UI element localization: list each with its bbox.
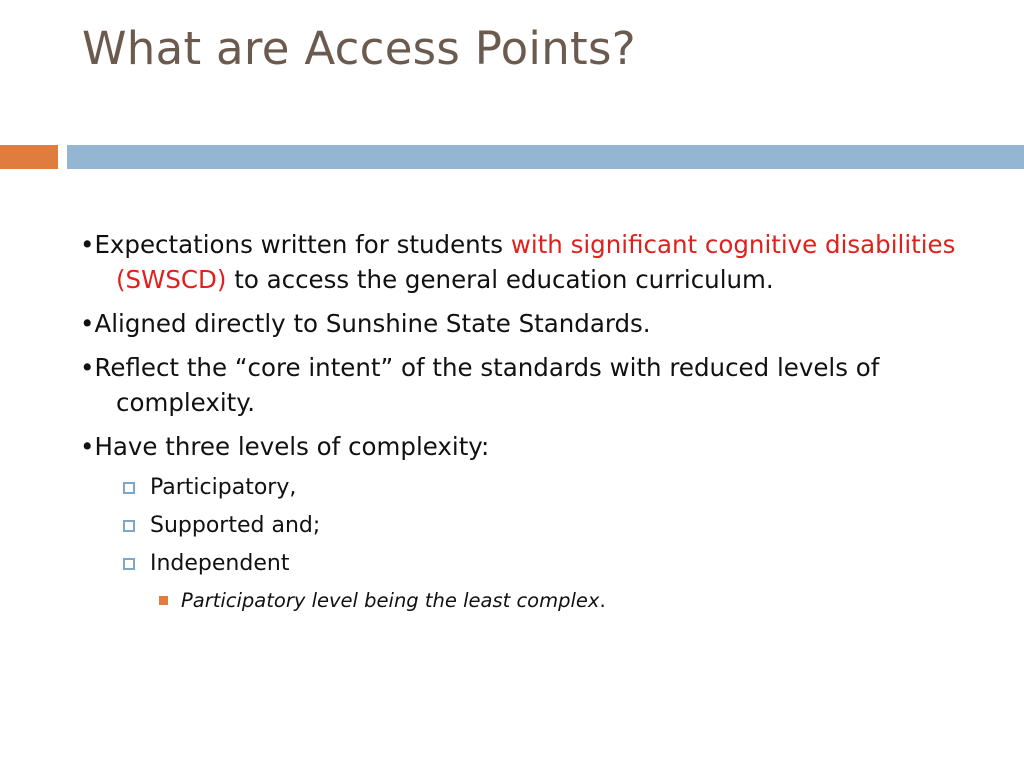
bullet-marker: • [80, 432, 95, 461]
slide-title: What are Access Points? [82, 22, 636, 75]
sub-bullet-text: Independent [150, 551, 290, 576]
hollow-square-bullet-icon [123, 558, 135, 570]
bullet-three-levels [80, 429, 970, 464]
bullet-expectations [80, 227, 970, 297]
sub-sub-bullet-least-complex [181, 587, 970, 615]
sub-bullet-participatory [150, 473, 970, 503]
accent-bar-blue [67, 145, 1024, 169]
bullet-text: Have three levels of complexity: [94, 432, 490, 461]
hollow-square-bullet-icon [123, 520, 135, 532]
bullet-marker: • [80, 309, 95, 338]
sub-bullet-text: Participatory, [150, 475, 297, 500]
slide-content [80, 227, 970, 615]
bullet-text: Expectations written for students [94, 230, 511, 259]
bullet-marker: • [80, 353, 95, 382]
accent-bar-orange [0, 145, 58, 169]
highlighted-text: with significant cognitive disabilities (SWSCD) [116, 230, 956, 294]
bullet-marker: • [80, 230, 95, 259]
sub-sub-bullet-text: Participatory level being the least complex [181, 589, 600, 612]
bullet-text-continued: to access the general education curriculum. [226, 265, 774, 294]
bullet-aligned [80, 306, 970, 341]
sub-sub-bullet-suffix: . [599, 589, 606, 612]
filled-square-bullet-icon [159, 596, 168, 605]
sub-bullet-text: Supported and; [150, 513, 321, 538]
bullet-text: Reflect the “core intent” of the standards with reduced levels of complexity. [94, 353, 880, 417]
bullet-reflect [80, 350, 970, 420]
bullet-text: Aligned directly to Sunshine State Standards. [94, 309, 651, 338]
hollow-square-bullet-icon [123, 482, 135, 494]
sub-bullet-supported [150, 511, 970, 541]
sub-bullet-independent [150, 549, 970, 579]
